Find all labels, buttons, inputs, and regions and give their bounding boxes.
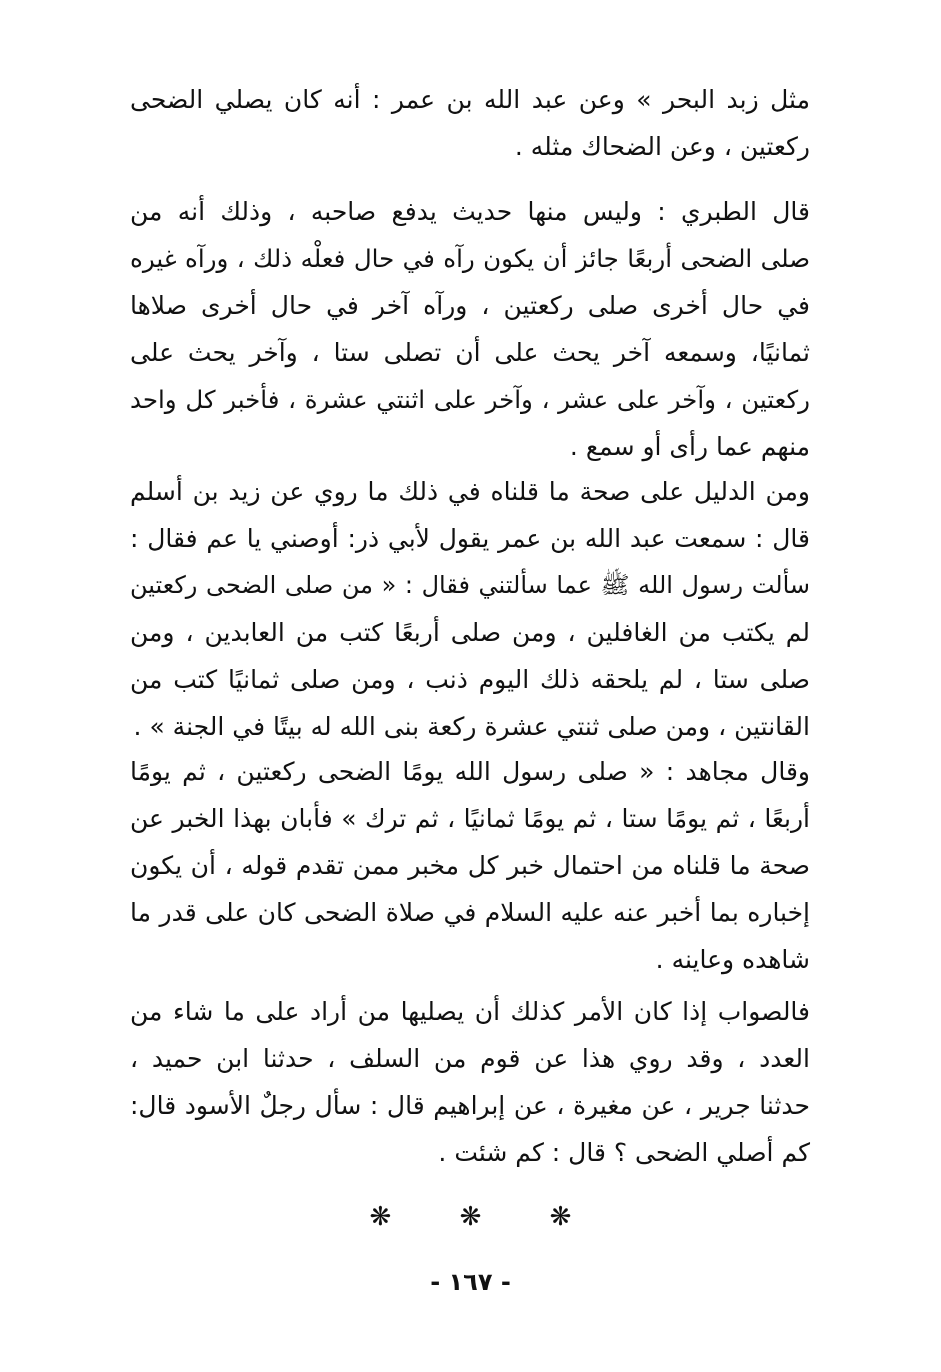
asterism-icon: ❋ [459,1202,482,1232]
text-line: أربعًا ، ثم يومًا ستا ، ثم يومًا ثمانيًا ، ثم ترك » فأبان بهذا الخبر عن [130,804,810,833]
text-line: فالصواب إذا كان الأمر كذلك أن يصليها من أراد على ما شاء من [130,997,810,1026]
text-line: صلى الضحى أربعًا جائز أن يكون رآه في حال فعلْه ذلك ، ورآه غيره [130,244,810,273]
text-line: صلى ستا ، لم يلحقه ذلك اليوم ذنب ، ومن صلى ثمانيًا كتب من [130,665,810,694]
text-line: ومن الدليل على صحة ما قلناه في ذلك ما روي عن زيد بن أسلم [130,477,810,506]
asterism-icon: ❋ [549,1202,572,1232]
text-line: صحة ما قلناه من احتمال خبر كل مخبر ممن تقدم قوله ، أن يكون [130,851,810,880]
text-line: ثمانيًا، وسمعه آخر يحث على أن تصلى ستا ، وآخر يحث على [130,338,810,367]
text-line: لم يكتب من الغافلين ، ومن صلى أربعًا كتب من العابدين ، ومن [130,618,810,647]
text-line: إخباره بما أخبر عنه عليه السلام في صلاة الضحى كان على قدر ما [130,898,810,927]
text-line: قال : سمعت عبد الله بن عمر يقول لأبي ذر: أوصني يا عم فقال : [130,524,810,553]
text-line: القانتين ، ومن صلى ثنتي عشرة ركعة بنى الله له بيتًا في الجنة » . [133,712,810,741]
text-line: وقال مجاهد : « صلى رسول الله يومًا الضحى ركعتين ، ثم يومًا [130,757,810,786]
text-line: شاهده وعاينه . [655,945,810,974]
paragraph-4 [130,748,810,983]
text-line: قال الطبري : وليس منها حديث يدفع صاحبه ، وذلك أنه من [130,197,810,226]
text-line: مثل زبد البحر » وعن عبد الله بن عمر : أنه كان يصلي الضحى [130,85,810,114]
paragraph-3 [130,468,810,750]
paragraph-2 [130,188,810,470]
page-number: - ١٦٧ - [430,1268,511,1296]
paragraph-1 [130,76,810,170]
text-line: ركعتين ، وآخر على عشر ، وآخر على اثنتي عشرة ، فأخبر كل واحد [130,385,810,414]
text-line: ركعتين ، وعن الضحاك مثله . [514,132,810,161]
text-line: حدثنا جرير ، عن مغيرة ، عن إبراهيم قال : سأل رجلٌ الأسود قال: [130,1091,810,1120]
text-line: كم أصلي الضحى ؟ قال : كم شئت . [438,1138,810,1167]
paragraph-5 [130,988,810,1176]
text-line: سألت رسول الله ﷺ عما سألتني فقال : « من صلى الضحى ركعتين [130,571,810,599]
asterism-icon: ❋ [369,1202,392,1232]
text-line: العدد ، وقد روي هذا عن قوم من السلف ، حدثنا ابن حميد ، [130,1044,810,1073]
text-line: في حال أخرى صلى ركعتين ، ورآه آخر في حال أخرى صلاها [130,291,810,320]
text-line: منهم عما رأى أو سمع . [569,432,810,461]
section-separator [0,1202,941,1232]
